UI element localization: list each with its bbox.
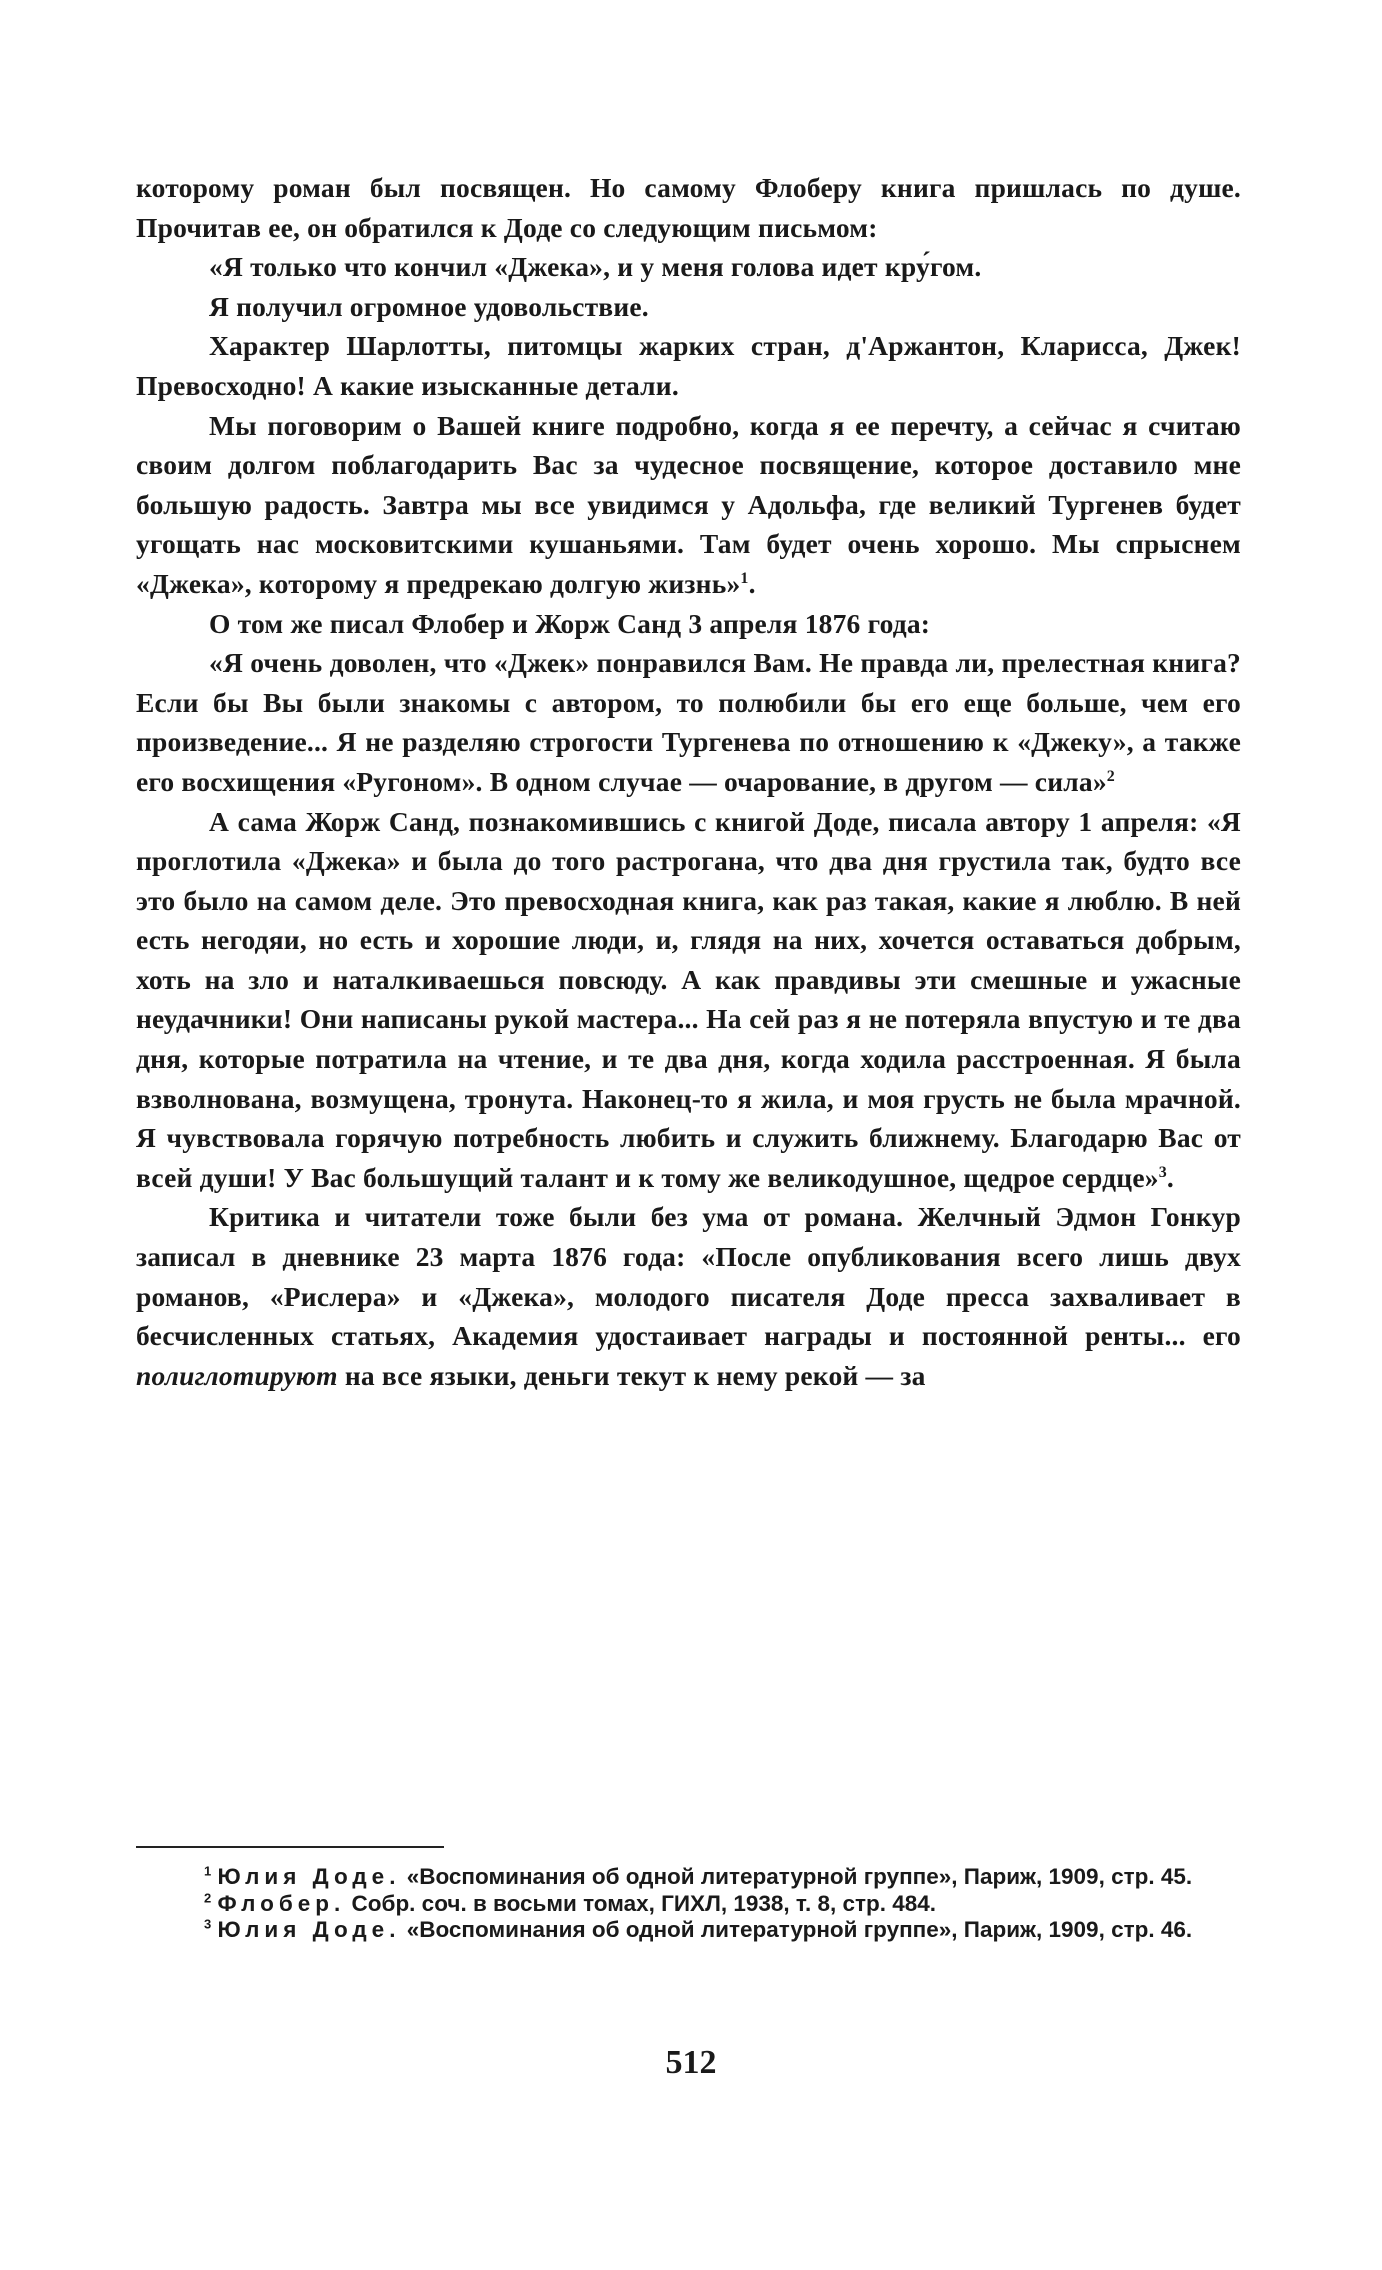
paragraph-3: Я получил огромное удовольствие. (209, 290, 649, 322)
paragraph-1: которому роман был посвящен. Но самому Флоберу книга пришлась по душе. Прочитав ее, он обратился к Доде со следующим письмом: (136, 172, 1241, 243)
footnote-1-text: «Воспоминания об одной литературной группе», Париж, 1909, стр. 45. (400, 1864, 1193, 1889)
paragraph-9-text-b: на все языки, деньги текут к нему рекой — за (337, 1359, 926, 1391)
paragraph-6: О том же писал Флобер и Жорж Санд 3 апреля 1876 года: (209, 607, 931, 639)
paragraph-9-italic: полиглотируют (136, 1359, 338, 1391)
page-number: 512 (665, 2044, 717, 2081)
footnote-2 (136, 1891, 1241, 1918)
paragraph-2: «Я только что кончил «Джека», и у меня голова идет кру́гом. (209, 251, 982, 283)
footnote-divider (136, 1846, 444, 1848)
footnote-3-author: Юлия Доде. (217, 1917, 401, 1942)
footnote-2-author: Флобер. (217, 1890, 346, 1916)
paragraph-8: А сама Жорж Санд, познакомившись с книгой Доде, писала автору 1 апреля: «Я проглотила «Джека» и была до того растрогана, что два дня грустила так, будто все это было на самом деле. Это превосходная книга, как раз такая, какие я люблю. В ней есть негодяи, но есть и хорошие люди, и, глядя на них, хочется оставаться добрым, хоть на зло и наталкиваешься повсюду. А как правдивы эти смешные и ужасные неудачники! Они написаны рукой мастера... На сей раз я не потеряла впустую и те два дня, которые потратила на чтение, и те два дня, когда ходила расстроенная. Я была взволнована, возмущена, тронута. Наконец-то я жила, и моя грусть не была мрачной. Я чувствовала горячую потребность любить и служить ближнему. Благодарю Вас от всей души! У Вас большущий талант и к тому же великодушное, щедрое сердце»$^3$. (136, 805, 1241, 1193)
footnote-3-mark: 3 (204, 1916, 212, 1932)
footnote-ref-3: 3 (1158, 1163, 1167, 1181)
paragraph-4: Характер Шарлотты, питомцы жарких стран, д'Аржантон, Кларисса, Джек! Превосходно! А какие изысканные детали. (136, 330, 1241, 401)
footnote-1-author: Юлия Доде. (217, 1864, 401, 1889)
paragraph-9 (136, 1197, 1241, 1395)
footnote-ref-1: 1 (740, 569, 749, 587)
paragraph-5-text: Мы поговорим о Вашей книге подробно, когда я ее перечту, а сейчас я считаю своим долгом поблагодарить Вас за чудесное посвящение, которое доставило мне большую радость. Завтра мы все увидимся у Адольфа, где великий Тургенев будет угощать нас московитскими кушаньями. Там будет очень хорошо. Мы спрыснем «Джека», которому я предрекаю долгую жизнь» (136, 409, 1241, 599)
footnote-2-text: Собр. соч. в восьми томах, ГИХЛ, 1938, т. 8, стр. 484. (345, 1890, 937, 1916)
footnote-1-mark: 1 (204, 1863, 212, 1879)
footnote-1 (136, 1864, 1241, 1891)
paragraph-7-text: «Я очень доволен, что «Джек» понравился Вам. Не правда ли, прелестная книга? Если бы Вы были знакомы с автором, то полюбили бы его еще больше, чем его произведение... Я не разделяю строгости Тургенева по отношению к «Джеку», а также его восхищения «Ругоном». В одном случае — очарование, в другом — сила» (136, 647, 1241, 797)
paragraph-7 (136, 643, 1241, 801)
footnote-3-text: «Воспоминания об одной литературной группе», Париж, 1909, стр. 46. (400, 1917, 1193, 1942)
footnote-3 (136, 1917, 1241, 1944)
footnote-ref-2: 2 (1106, 767, 1115, 785)
footnotes (136, 1864, 1241, 1944)
paragraph-8-text: А сама Жорж Санд, познакомившись с книгой Доде, писала автору 1 апреля: «Я проглотила «Джека» и была до того растрогана, что два дня грустила так, будто все это было на самом деле. Это превосходная книга, как раз такая, какие я люблю. В ней есть негодяи, но есть и хорошие люди, и, глядя на них, хочется оставаться добрым, хоть на зло и наталкиваешься повсюду. А как правдивы эти смешные и ужасные неудачники! Они написаны рукой мастера... На сей раз я не потеряла впустую и те два дня, которые потратила на чтение, и те два дня, когда ходила расстроенная. Я была взволнована, возмущена, тронута. Наконец-то я жила, и моя грусть не была мрачной. Я чувствовала горячую потребность любить и служить ближнему. Благодарю Вас от всей души! У Вас большущий талант и к тому же великодушное, щедрое сердце» (136, 805, 1241, 1193)
paragraph-5: Мы поговорим о Вашей книге подробно, когда я ее перечту, а сейчас я считаю своим долгом поблагодарить Вас за чудесное посвящение, которое доставило мне большую радость. Завтра мы все увидимся у Адольфа, где великий Тургенев будет угощать нас московитскими кушаньями. Там будет очень хорошо. Мы спрыснем «Джека», которому я предрекаю долгую жизнь»$^1$. (136, 409, 1241, 599)
paragraph-9-text-a: Критика и читатели тоже были без ума от романа. Желчный Эдмон Гонкур записал в дневнике 23 марта 1876 года: «После опубликования всего лишь двух романов, «Рислера» и «Джека», молодого писателя Доде пресса захваливает в бесчисленных статьях, Академия удостаивает награды и постоянной ренты... его (136, 1201, 1241, 1352)
page-body (136, 168, 1241, 1395)
footnote-2-mark: 2 (204, 1890, 212, 1905)
